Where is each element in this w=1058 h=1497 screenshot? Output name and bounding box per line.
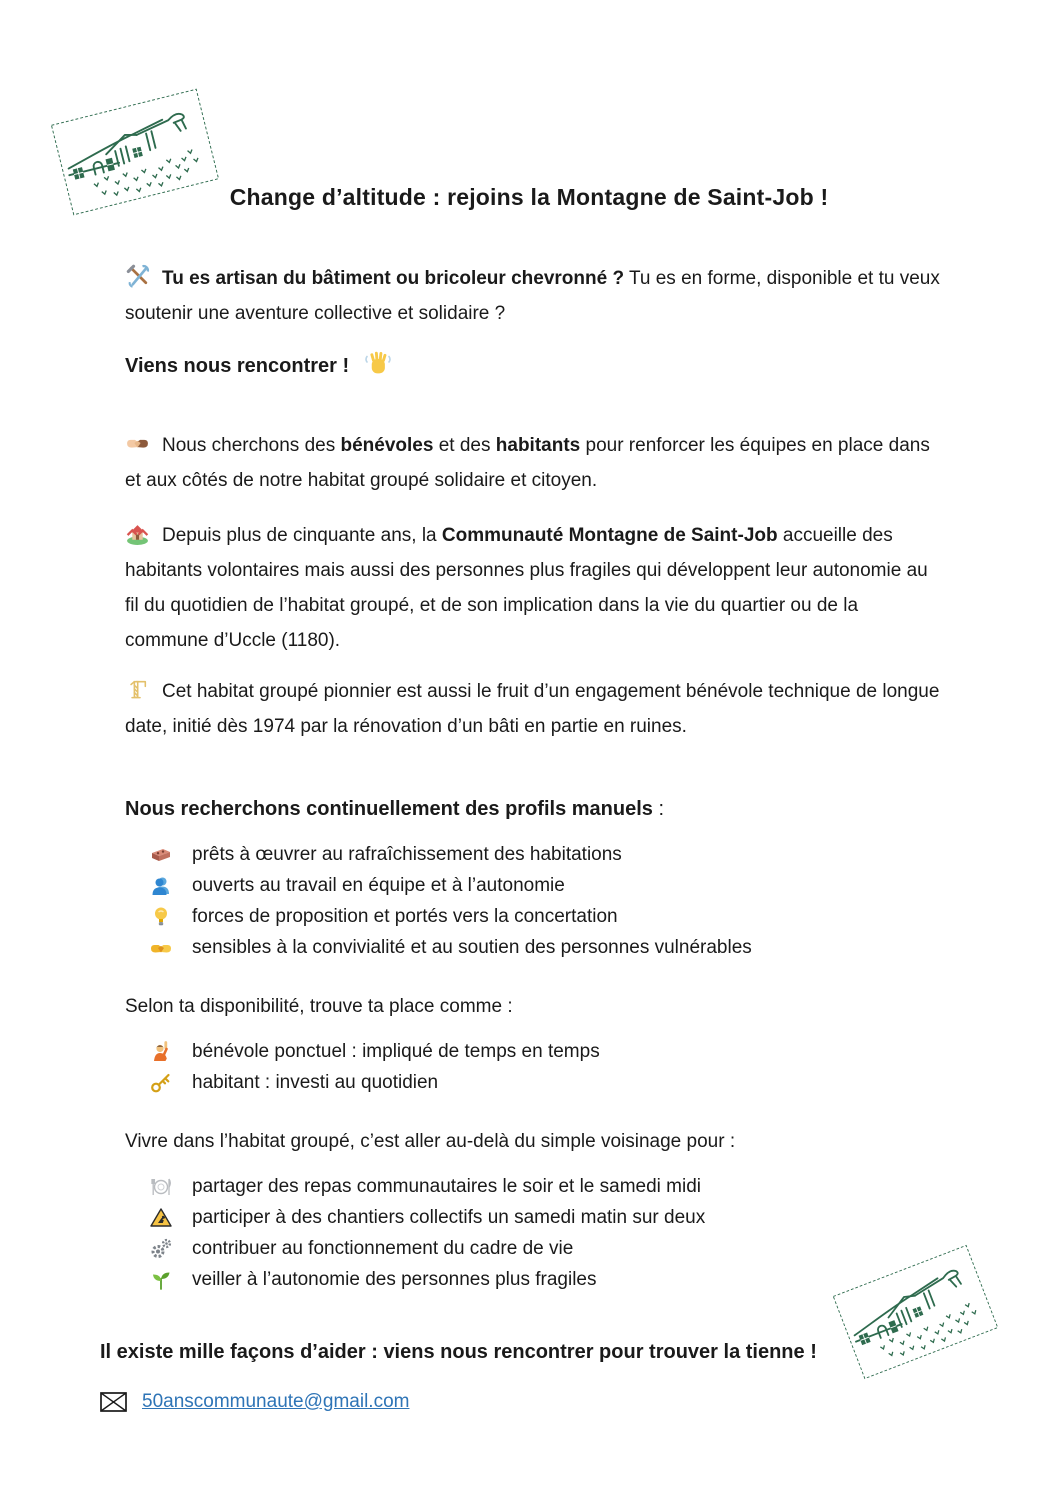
gears-icon	[149, 1237, 173, 1261]
seedling-icon	[149, 1268, 173, 1292]
waving-hand-icon	[363, 349, 393, 379]
pioneer-text: Cet habitat groupé pionnier est aussi le fruit d’un engagement bénévole technique de longue date, initié dès 1974 par la rénovation d’un bâti en partie en ruines.	[125, 681, 940, 737]
handshake-hands-icon	[125, 431, 150, 456]
construction-crane-icon	[125, 677, 150, 702]
community-paragraph	[125, 518, 940, 658]
email-row	[100, 1384, 940, 1419]
footer	[100, 1335, 940, 1419]
list-item	[149, 839, 940, 870]
envelope-icon	[100, 1392, 127, 1412]
volunteers-seg1: Nous cherchons des	[162, 435, 341, 456]
page-title: Change d’altitude : rejoins la Montagne de Saint-Job !	[229, 184, 829, 210]
community-seg2: accueille des habitants volontaires mais aussi des personnes plus fragiles qui développent leur autonomie au fil du quotidien de l’habitat groupé, et de son implication dans la vie du quartier ou de la commune d’Uccle (1180).	[125, 525, 928, 651]
list-item	[149, 1067, 940, 1098]
list-item-text: partager des repas communautaires le soir et le samedi midi	[192, 1176, 702, 1197]
document-body	[0, 261, 1058, 1419]
list-item-text: sensibles à la convivialité et au soutien des personnes vulnérables	[192, 937, 752, 958]
list-item-text: ouverts au travail en équipe et à l’autonomie	[192, 875, 565, 896]
volunteers-bold2: habitants	[495, 435, 581, 456]
volunteers-paragraph	[125, 428, 940, 498]
intro-paragraph	[125, 261, 940, 331]
volunteers-seg3: pour renforcer les équipes en place dans et aux côtés de notre habitat groupé solidaire et citoyen.	[125, 435, 930, 491]
intro-rest-text: Tu es en forme, disponible et tu veux soutenir une aventure collective et solidaire ?	[125, 268, 940, 324]
list-item-text: habitant : investi au quotidien	[192, 1072, 439, 1093]
volunteers-seg2: et des	[433, 435, 496, 456]
meet-us-text: Viens nous rencontrer !	[125, 355, 350, 377]
list-item-text: forces de proposition et portés vers la concertation	[192, 906, 618, 927]
list-item	[149, 1202, 940, 1233]
list-item	[149, 1171, 940, 1202]
light-bulb-icon	[149, 905, 173, 929]
list-item-text: bénévole ponctuel : impliqué de temps en temps	[192, 1041, 600, 1062]
community-bold1: Communauté Montagne de Saint-Job	[441, 525, 778, 546]
list-item-text: contribuer au fonctionnement du cadre de vie	[192, 1238, 574, 1259]
meet-us-line	[125, 349, 940, 384]
construction-sign-icon	[149, 1206, 173, 1230]
brick-icon	[149, 843, 173, 867]
pioneer-paragraph	[125, 674, 940, 744]
list-item-text: prêts à œuvrer au rafraîchissement des habitations	[192, 844, 622, 865]
list-item	[149, 1036, 940, 1067]
availability-list	[125, 1036, 940, 1098]
list-item-text: veiller à l’autonomie des personnes plus fragiles	[192, 1269, 597, 1290]
list-item	[149, 1233, 940, 1264]
living-list	[125, 1171, 940, 1295]
list-item	[149, 901, 940, 932]
availability-intro: Selon ta disponibilité, trouve ta place comme :	[125, 996, 513, 1017]
person-raising-hand-icon	[149, 1040, 173, 1064]
person-silhouette-icon	[149, 874, 173, 898]
key-icon	[149, 1071, 173, 1095]
profiles-heading-colon: :	[652, 798, 665, 820]
list-item	[149, 870, 940, 901]
community-seg1: Depuis plus de cinquante ans, la	[162, 525, 442, 546]
house-garden-icon	[125, 521, 150, 546]
handshake-icon	[149, 936, 173, 960]
list-item-text: participer à des chantiers collectifs un samedi matin sur deux	[192, 1207, 706, 1228]
profiles-list	[125, 839, 940, 963]
call-to-action: Il existe mille façons d’aider : viens nous rencontrer pour trouver la tienne !	[100, 1341, 817, 1363]
profiles-heading-text: Nous recherchons continuellement des profils manuels	[125, 798, 653, 820]
list-item	[149, 932, 940, 963]
profiles-heading	[125, 792, 940, 827]
living-intro: Vivre dans l’habitat groupé, c’est aller au-delà du simple voisinage pour :	[125, 1131, 736, 1152]
fork-knife-plate-icon	[149, 1175, 173, 1199]
volunteers-bold1: bénévoles	[340, 435, 434, 456]
list-item	[149, 1264, 940, 1295]
email-link[interactable]: 50anscommunaute@gmail.com	[142, 1391, 410, 1412]
hammer-wrench-icon	[125, 264, 150, 289]
intro-bold-text: Tu es artisan du bâtiment ou bricoleur chevronné ?	[162, 268, 625, 289]
